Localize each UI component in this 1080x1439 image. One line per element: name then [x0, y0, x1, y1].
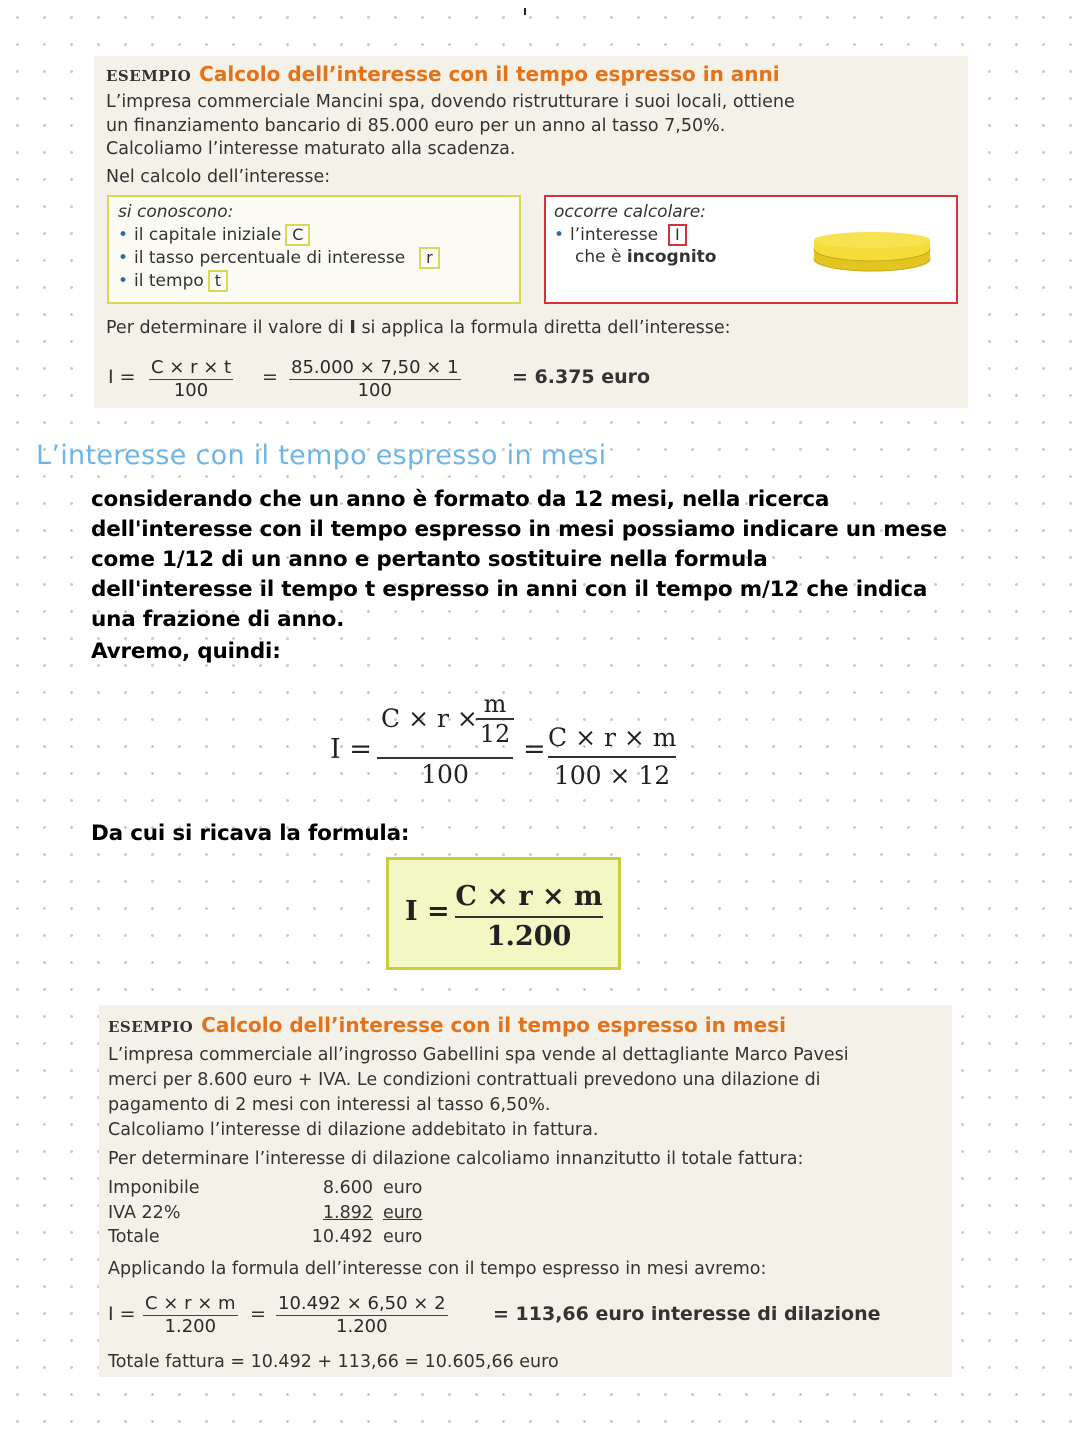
derivation-denominator: 100 [421, 760, 469, 789]
example-label: ESEMPIO [108, 1018, 194, 1036]
handwritten-line: Avremo, quindi: [91, 639, 281, 664]
derivation-lhs: I = [330, 734, 372, 765]
coins-icon [812, 231, 934, 275]
symbol-tag: C [285, 224, 310, 246]
example-header [106, 62, 780, 86]
symbol-tag: r [419, 247, 440, 269]
example-paragraph [108, 1043, 849, 1143]
bullet-icon: • [554, 225, 565, 245]
handwritten-line: Da cui si ricava la formula: [91, 821, 410, 846]
formula-lhs: I = [108, 366, 136, 388]
handwritten-line: dell'interesse con il tempo espresso in mesi possiamo indicare un mese [91, 517, 947, 542]
handwritten-line: una frazione di anno. [91, 607, 345, 632]
derivation-equals: = [523, 734, 546, 765]
handwritten-line: considerando che un anno è formato da 12 mesi, nella ricerca [91, 487, 830, 512]
main-formula-fraction: C × r × m 1.200 [455, 878, 603, 956]
paragraph-line: Calcoliamo l’interesse di dilazione addebitato in fattura. [108, 1120, 599, 1140]
example-title: Calcolo dell’interesse con il tempo espresso in mesi [201, 1013, 786, 1037]
example-title: Calcolo dell’interesse con il tempo espresso in anni [199, 62, 780, 86]
known-box [107, 195, 521, 304]
main-formula-lhs: I = [405, 896, 450, 927]
paragraph-line: L’impresa commerciale Mancini spa, dovendo ristrutturare i suoi locali, ottiene [106, 92, 795, 112]
known-heading: si conoscono: [118, 202, 234, 222]
formula-fraction: $\frac{10.492 \times 6,50 \times 2}{1.200}$ [278, 1293, 446, 1337]
example-label: ESEMPIO [106, 67, 192, 85]
invoice-unit: euro [383, 1203, 423, 1223]
invoice-unit: euro [383, 1178, 423, 1198]
invoice-total-line: Totale fattura = 10.492 + 113,66 = 10.605,66 euro [108, 1352, 559, 1372]
symbol-tag: I [668, 224, 687, 246]
formula-result: = 113,66 euro interesse di dilazione [493, 1303, 881, 1325]
example-paragraph [106, 91, 795, 162]
invoice-unit: euro [383, 1227, 423, 1247]
invoice-label: IVA 22% [108, 1203, 181, 1223]
derivation-rhs: C × r × m 100 × 12 [548, 720, 676, 794]
invoice-amount: 1.892 [322, 1203, 373, 1223]
formula-intro: Per determinare il valore di I si applica la formula diretta dell’interesse: [106, 318, 731, 338]
calc-intro: Nel calcolo dell’interesse: [106, 167, 331, 187]
symbol-tag: t [208, 270, 228, 292]
example-box-months [99, 1005, 952, 1377]
invoice-label: Imponibile [108, 1178, 200, 1198]
bullet-icon: • [118, 225, 129, 245]
section-title: L’interesse con il tempo espresso in mesi [36, 440, 607, 471]
unknown-line2: che è incognito [575, 247, 717, 267]
top-mark [524, 8, 526, 15]
paragraph-line: pagamento di 2 mesi con interessi al tasso 6,50%. [108, 1095, 551, 1115]
formula-fraction: $\frac{C \times r \times m}{1.200}$ [145, 1293, 236, 1337]
apply-text: Applicando la formula dell’interesse con il tempo espresso in mesi avremo: [108, 1259, 767, 1279]
invoice-amount: 8.600 [322, 1178, 373, 1198]
handwritten-line: come 1/12 di un anno e pertanto sostituire nella formula [91, 547, 768, 572]
main-formula-box [386, 857, 621, 970]
invoice-intro: Per determinare l’interesse di dilazione calcoliamo innanzitutto il totale fattura: [108, 1149, 804, 1169]
paragraph-line: un finanziamento bancario di 85.000 euro per un anno al tasso 7,50%. [106, 115, 726, 136]
formula-equals: = [262, 366, 278, 388]
known-item: • il tempo t [118, 270, 228, 292]
example-header [108, 1013, 786, 1037]
example-box-years [94, 56, 968, 408]
paragraph-line: L’impresa commerciale all’ingrosso Gabellini spa vende al dettagliante Marco Pavesi [108, 1045, 849, 1065]
invoice-label: Totale [108, 1227, 160, 1247]
unknown-item: • l’interesse I [554, 224, 687, 246]
handwritten-line: dell'interesse il tempo t espresso in anni con il tempo m/12 che indica [91, 577, 928, 602]
formula-equals: = [250, 1303, 266, 1325]
bullet-icon: • [118, 248, 129, 268]
formula-result: = 6.375 euro [512, 366, 651, 388]
known-item: • il tasso percentuale di interesse r [118, 247, 440, 269]
formula-lhs: I = [108, 1303, 136, 1325]
inner-fraction: m 12 [476, 690, 514, 748]
formula-fraction: $\frac{C \times r \times t}{100}$ [151, 357, 232, 401]
paragraph-line: merci per 8.600 euro + IVA. Le condizioni contrattuali prevedono una dilazione di [108, 1070, 821, 1090]
derivation-numerator: C × r × m 12 [376, 690, 514, 754]
invoice-amount: 10.492 [311, 1227, 373, 1247]
known-item: • il capitale iniziale C [118, 224, 310, 246]
bullet-icon: • [118, 271, 129, 291]
fraction-bar [377, 757, 513, 759]
unknown-box [544, 195, 958, 304]
unknown-heading: occorre calcolare: [554, 202, 706, 222]
paragraph-line: Calcoliamo l’interesse maturato alla scadenza. [106, 139, 516, 159]
formula-fraction: $\frac{85.000 \times 7,50 \times 1}{100}$ [291, 357, 459, 401]
